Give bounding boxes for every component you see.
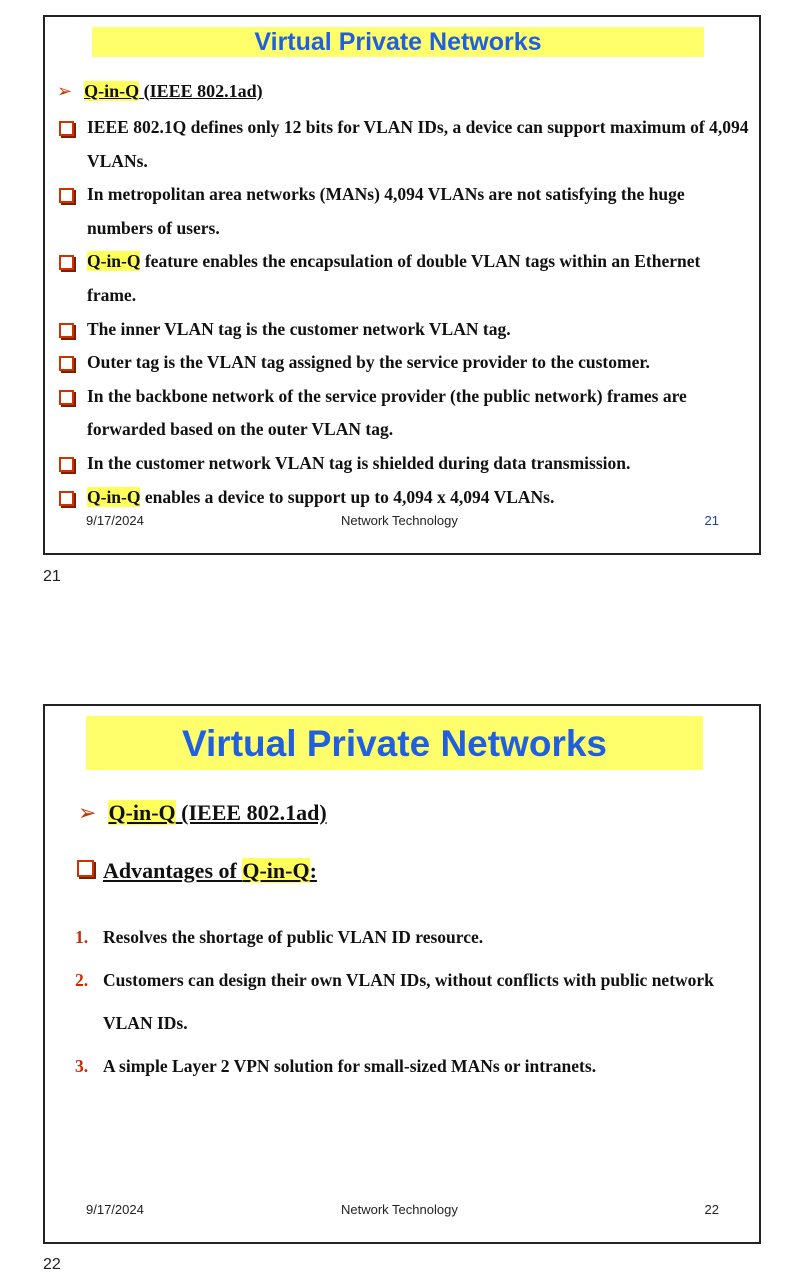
checkbox-bullet-icon (59, 255, 74, 270)
list-item: In the backbone network of the service provider (the public network) frames are forwarded based on the outer VLAN tag. (59, 380, 749, 447)
page-number: 21 (43, 568, 61, 585)
slide-22 (43, 704, 761, 1244)
list-item: 3. A simple Layer 2 VPN solution for small-sized MANs or intranets. (75, 1056, 597, 1076)
subheading (57, 81, 263, 102)
list-item: The inner VLAN tag is the customer network VLAN tag. (59, 313, 749, 347)
advantages-heading: Advantages of Q-in-Q: (77, 858, 317, 884)
list-item: Q-in-Q feature enables the encapsulation of double VLAN tags within an Ethernet frame. (59, 245, 749, 312)
footer-date: 9/17/2024 (86, 513, 144, 528)
advantages-list (75, 916, 745, 1088)
list-item: Outer tag is the VLAN tag assigned by the service provider to the customer. (59, 346, 749, 380)
subheading-rest: (IEEE 802.1ad) (175, 800, 327, 825)
footer-title: Network Technology (341, 1202, 458, 1217)
bullet-list (59, 111, 749, 514)
slide-21 (43, 15, 761, 555)
checkbox-bullet-icon (59, 491, 74, 506)
slide-title: Virtual Private Networks (92, 27, 704, 57)
list-item: In the customer network VLAN tag is shielded during data transmission. (59, 447, 749, 481)
checkbox-bullet-icon (59, 323, 74, 338)
list-item: 2. Customers can design their own VLAN IDs, without conflicts with public network VLAN IDs. (75, 970, 714, 1033)
list-item: 1. Resolves the shortage of public VLAN ID resource. (75, 927, 484, 947)
subheading-highlight: Q-in-Q (84, 81, 140, 101)
footer-slide-number: 22 (704, 1202, 719, 1217)
list-item: Q-in-Q enables a device to support up to 4,094 x 4,094 VLANs. (59, 481, 749, 515)
checkbox-bullet-icon (59, 457, 74, 472)
subheading (78, 800, 327, 826)
footer-title: Network Technology (341, 513, 458, 528)
checkbox-bullet-icon (59, 188, 74, 203)
page-number: 22 (43, 1256, 61, 1273)
footer-slide-number: 21 (704, 513, 719, 528)
arrow-bullet-icon: ➢ (78, 801, 97, 826)
arrow-bullet-icon: ➢ (57, 81, 73, 102)
checkbox-bullet-icon (77, 860, 94, 877)
subheading-highlight: Q-in-Q (108, 800, 176, 825)
checkbox-bullet-icon (59, 121, 74, 136)
checkbox-bullet-icon (59, 356, 74, 371)
subheading-rest: (IEEE 802.1ad) (139, 81, 263, 101)
slide-title: Virtual Private Networks (86, 716, 703, 770)
footer-date: 9/17/2024 (86, 1202, 144, 1217)
list-item: IEEE 802.1Q defines only 12 bits for VLAN IDs, a device can support maximum of 4,094 VLANs. (59, 111, 749, 178)
checkbox-bullet-icon (59, 390, 74, 405)
list-item: In metropolitan area networks (MANs) 4,094 VLANs are not satisfying the huge numbers of users. (59, 178, 749, 245)
